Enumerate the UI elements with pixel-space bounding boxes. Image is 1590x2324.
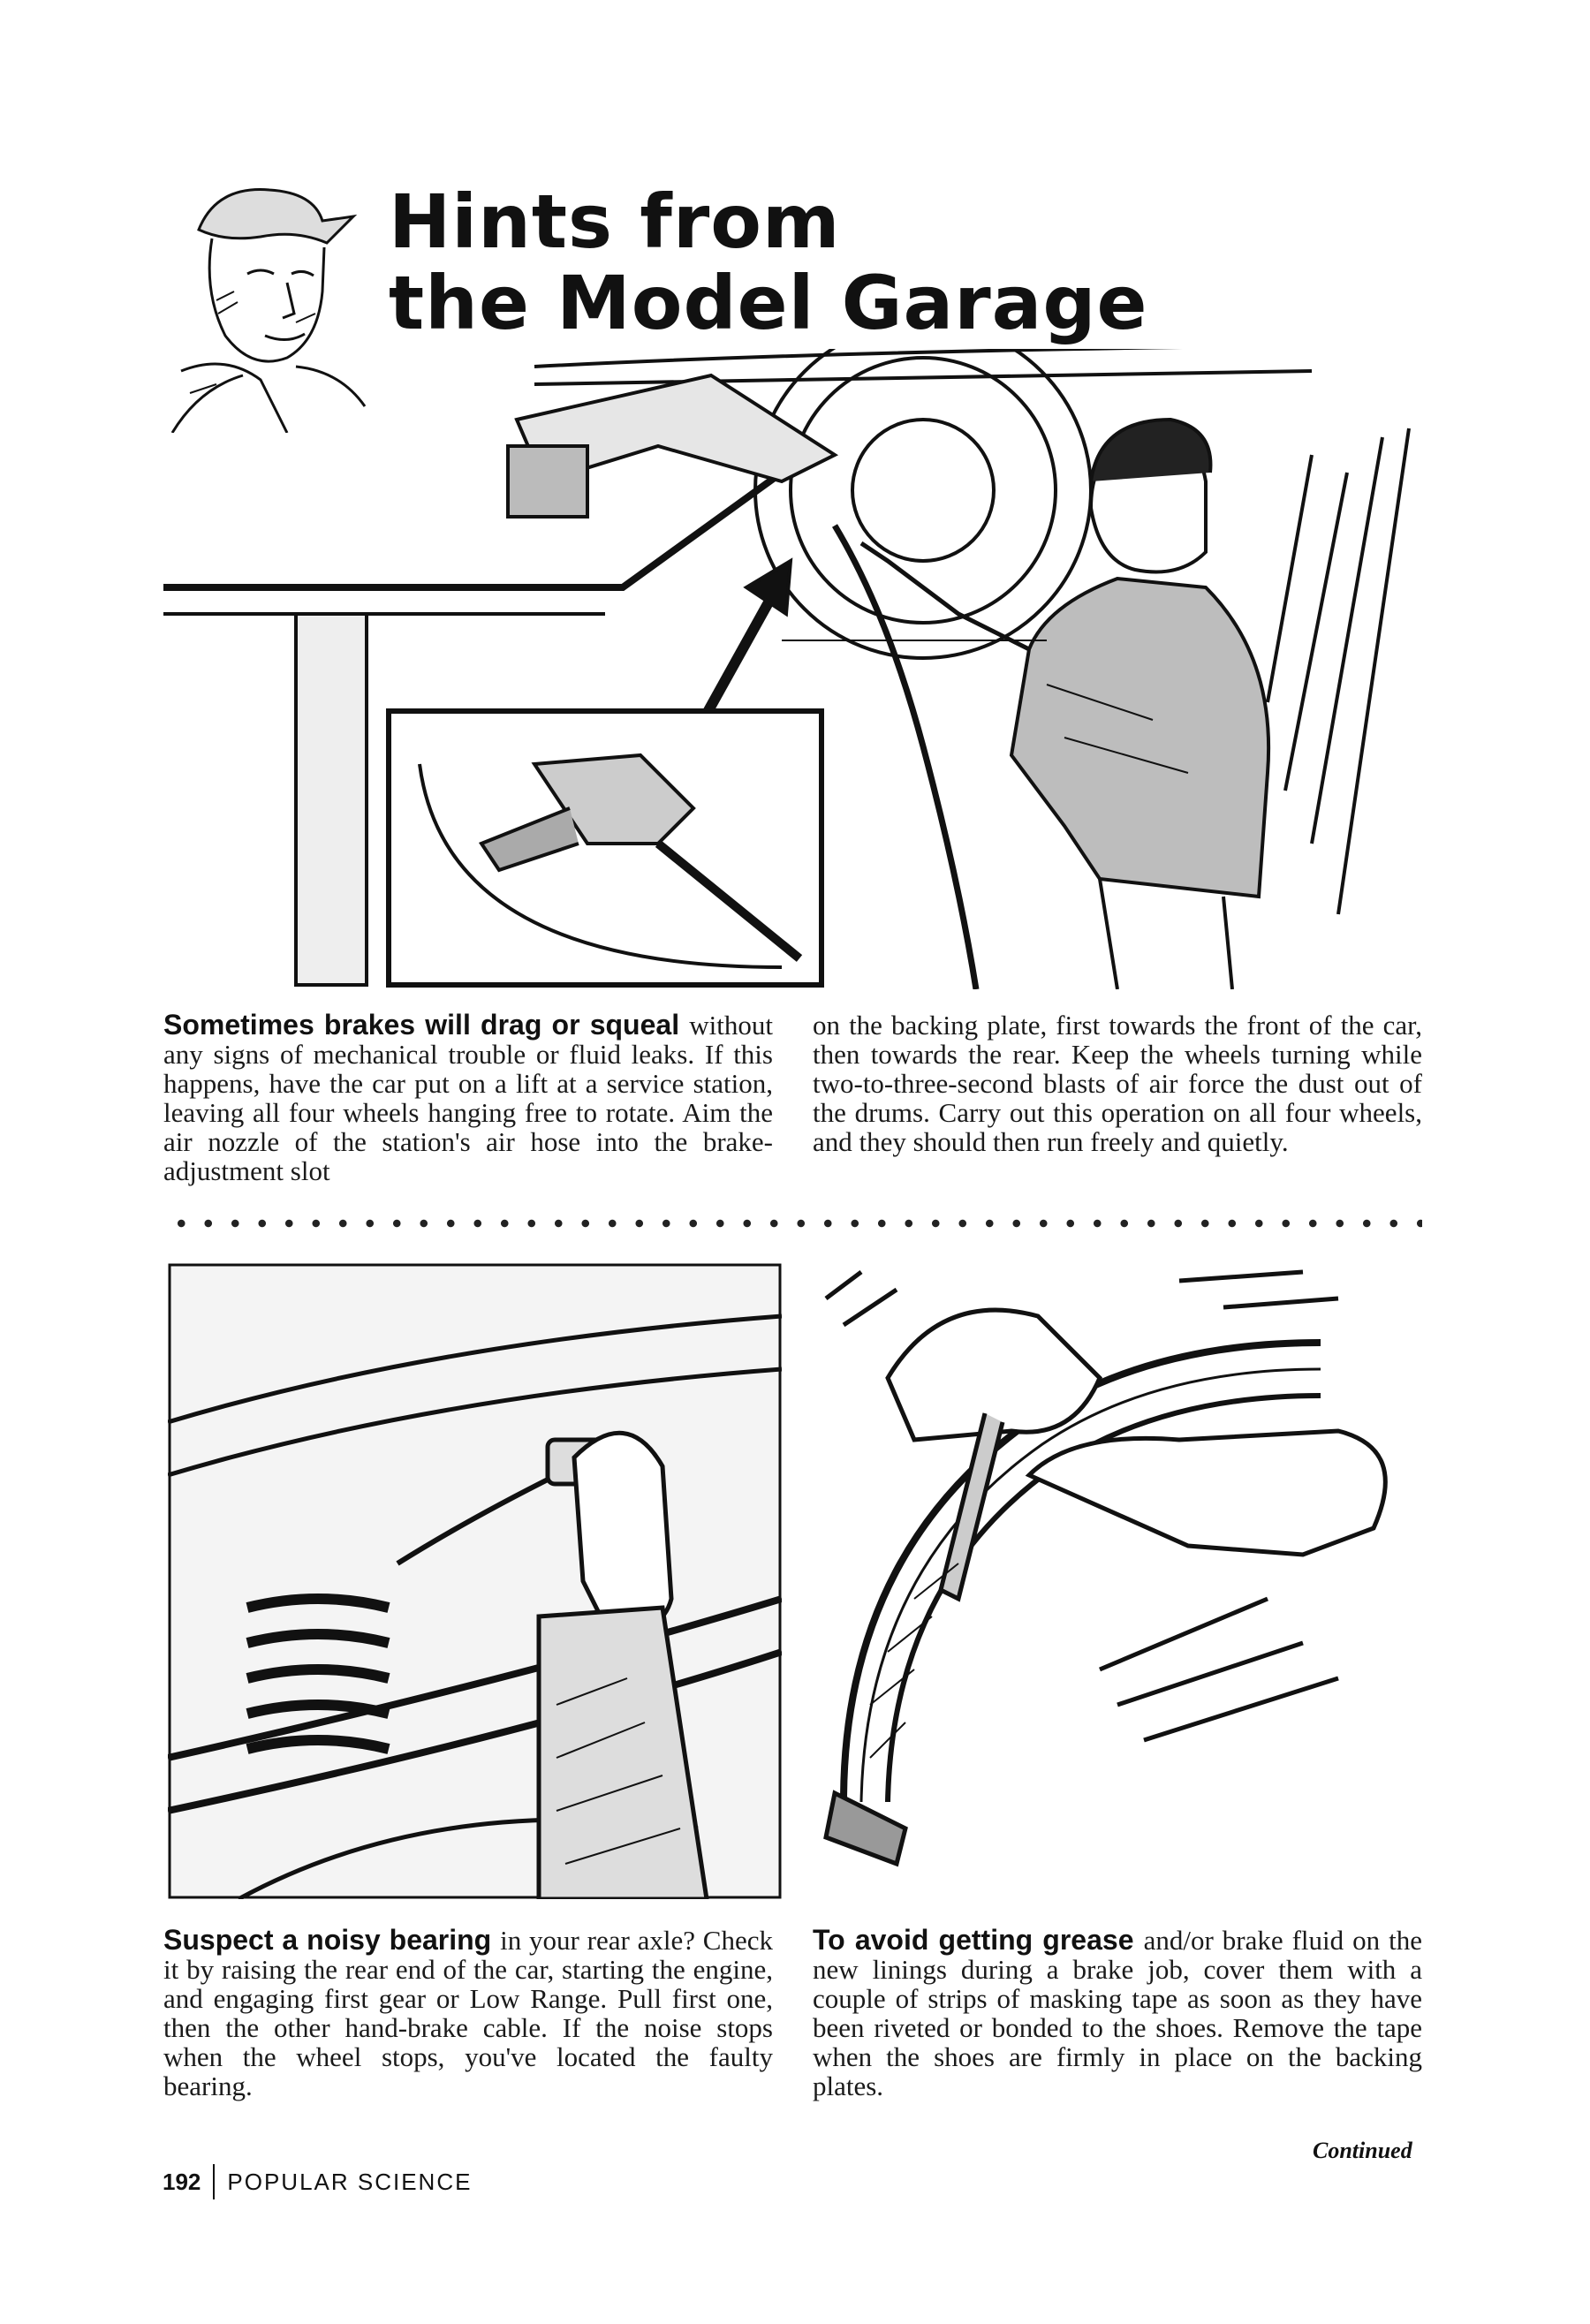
section1-lead: Sometimes brakes will drag or squeal	[163, 1009, 690, 1041]
section3-text: and/or brake fluid on the new linings during a brake job, cover them with a couple of strips of masking tape as soon as they have been riveted or bonded to the shoes. Remove the tape when the shoes are firmly in place on the backing plates.	[813, 1925, 1422, 2101]
section1-left-column	[163, 1011, 773, 1185]
section1-right-column	[813, 1011, 1422, 1156]
page-number: 192	[163, 2168, 201, 2195]
section1-text-right: on the backing plate, first towards the front of the car, then towards the rear. Keep the wheels turning while two-to-three-second blasts of air force the dust out of the drums. Carry out this operation on all four wheels, and they should then run freely and quietly.	[813, 1010, 1422, 1157]
section2-column	[163, 1926, 773, 2101]
air-hose-illustration	[163, 349, 1427, 989]
title-line-1: Hints from	[389, 178, 841, 265]
section3-column	[813, 1926, 1422, 2101]
section2-text: in your rear axle? Check it by raising the rear end of the car, starting the engine, and engaging first gear or Low Range. Pull first one, then the other hand-brake cable. If the noise stops when the wheel stops, you've located the faulty bearing.	[163, 1925, 773, 2101]
footer-divider	[213, 2164, 215, 2199]
rear-axle-illustration	[168, 1263, 782, 1899]
dotted-divider	[168, 1217, 1422, 1230]
section3-lead: To avoid getting grease	[813, 1924, 1144, 1956]
brake-lining-illustration	[808, 1263, 1422, 1899]
section1-text-left: without any signs of mechanical trouble or fluid leaks. If this happens, have the car put on a lift at a service station, leaving all four wheels hanging free to rotate. Aim the air nozzle of the station's air hose into the brake-adjustment slot	[163, 1010, 773, 1186]
section2-lead: Suspect a noisy bearing	[163, 1924, 501, 1956]
continued-label: Continued	[1313, 2138, 1412, 2163]
magazine-name: POPULAR SCIENCE	[227, 2168, 473, 2195]
page-title	[389, 178, 1148, 346]
page-footer	[163, 2164, 472, 2199]
title-line-2: the Model Garage	[389, 260, 1148, 346]
